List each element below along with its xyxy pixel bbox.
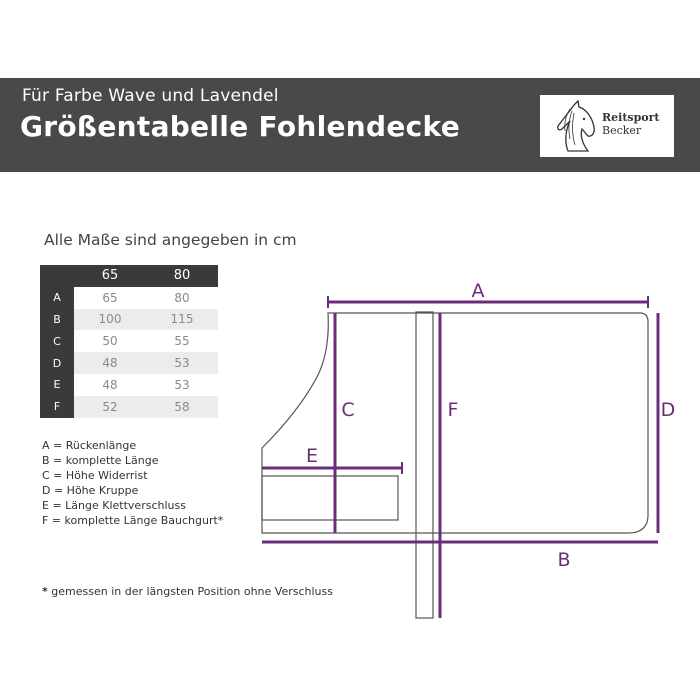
legend-item: C = Höhe Widerrist (42, 469, 148, 482)
blanket-outline (262, 313, 648, 533)
label-f: F (447, 399, 459, 421)
label-b: B (557, 549, 571, 571)
velcro-strap-outline (262, 476, 398, 520)
legend-item: A = Rückenlänge (42, 439, 137, 452)
logo-line-2: Becker (602, 124, 642, 137)
label-a: A (471, 280, 485, 302)
belly-strap-outline (416, 312, 433, 618)
column-header: 80 (146, 265, 218, 287)
header-subtitle: Für Farbe Wave und Lavendel (22, 86, 279, 106)
legend-item: F = komplette Länge Bauchgurt* (42, 514, 224, 527)
legend-item: B = komplette Länge (42, 454, 159, 467)
legend-item: E = Länge Klettverschluss (42, 499, 186, 512)
logo-line-1: Reitsport (602, 111, 660, 124)
table-cell: 52 (74, 396, 146, 418)
page-title: Größentabelle Fohlendecke (20, 110, 461, 143)
table-cell: 50 (102, 334, 118, 349)
column-header: 65 (74, 265, 146, 287)
label-e: E (305, 445, 319, 467)
table-cell: 48 (102, 377, 118, 392)
row-label: E (40, 374, 74, 396)
table-cell: 48 (74, 352, 146, 374)
label-d: D (660, 399, 676, 421)
row-label: F (40, 396, 74, 418)
table-cell: 53 (174, 377, 190, 392)
label-c: C (341, 399, 355, 421)
footnote-text: gemessen in der längsten Position ohne Verschluss (51, 585, 333, 598)
footnote-mark: * (42, 585, 48, 598)
table-cell: 58 (146, 396, 218, 418)
table-cell: 80 (174, 290, 190, 305)
table-cell: 65 (102, 290, 118, 305)
row-label: B (40, 309, 74, 331)
row-label: C (40, 330, 74, 352)
row-label: D (40, 352, 74, 374)
table-cell: 55 (174, 334, 190, 349)
table-cell: 53 (146, 352, 218, 374)
units-note: Alle Maße sind angegeben in cm (44, 231, 297, 249)
table-cell: 100 (74, 309, 146, 331)
row-label: A (40, 287, 74, 309)
legend-item: D = Höhe Kruppe (42, 484, 139, 497)
table-cell: 115 (146, 309, 218, 331)
